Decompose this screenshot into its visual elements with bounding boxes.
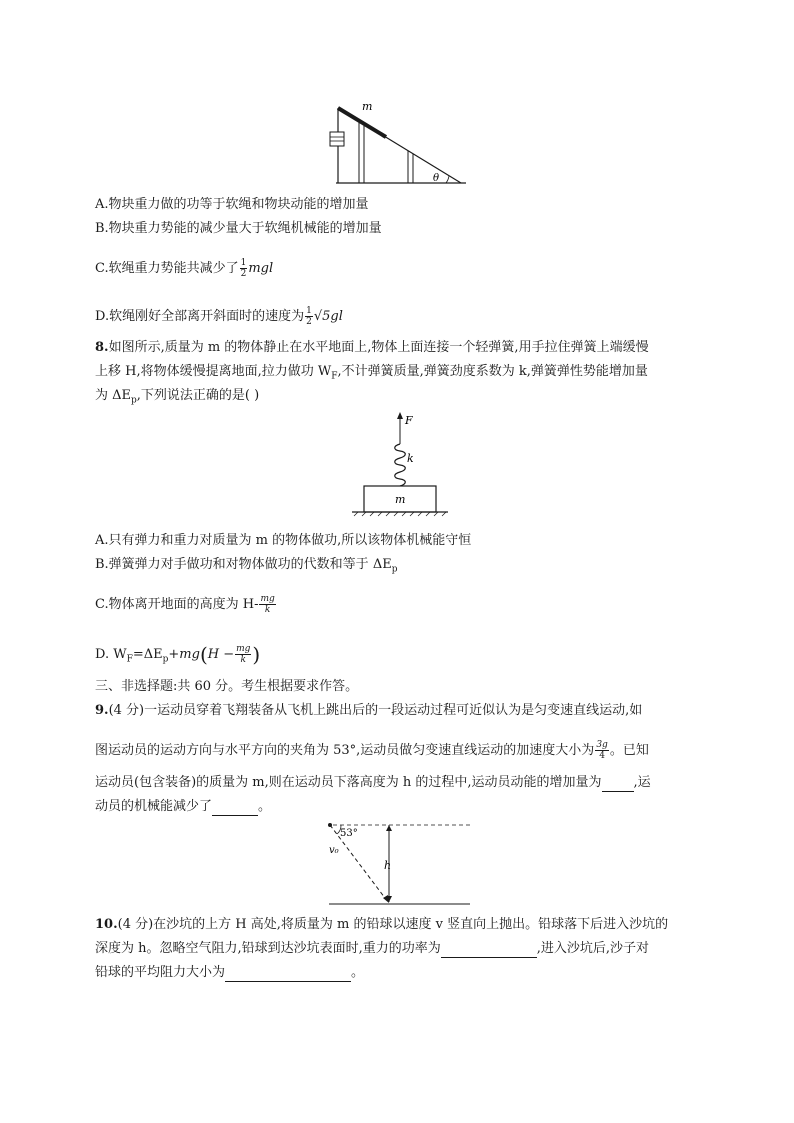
q10-stem-line2: 深度为 h。忽略空气阻力,铅球到达沙坑表面时,重力的功率为 ,进入沙坑后,沙子对 bbox=[95, 941, 650, 956]
q8-stem-line3: 为 $\Delta E_p$,下列说法正确的是( ) bbox=[95, 388, 260, 406]
question-number: 9. bbox=[95, 703, 109, 718]
q7-option-a: A.物块重力做的功等于软绳和物块动能的增加量 bbox=[95, 197, 369, 212]
q8-option-a: A.只有弹力和重力对质量为 m 的物体做功,所以该物体机械能守恒 bbox=[95, 533, 472, 548]
q8-stem-line2: 上移 H,将物体缓慢提离地面,拉力做功 $W_F$,不计弹簧质量,弹簧劲度系数为 k,弹簧弹性势能增加量 bbox=[95, 364, 648, 382]
answer-blank[interactable] bbox=[212, 801, 258, 816]
q7-option-c bbox=[95, 258, 273, 279]
theta-label: θ bbox=[433, 173, 440, 184]
q10-stem-line1: 10.(4 分)在沙坑的上方 H 高处,将质量为 m 的铅球以速度 v 竖直向上抛出。铅球落下后进入沙坑的 bbox=[95, 917, 669, 932]
q8-option-b: B.弹簧弹力对手做功和对物体做功的代数和等于 $\Delta E_p$ bbox=[95, 557, 398, 575]
answer-blank[interactable] bbox=[602, 777, 634, 792]
q7-option-d bbox=[95, 306, 343, 327]
formula: mgl bbox=[248, 261, 274, 276]
fraction: $\frac{1}{2}$ bbox=[240, 258, 247, 279]
mass-label: m bbox=[362, 100, 373, 113]
incline-figure bbox=[326, 100, 466, 190]
q9-stem-line1: 9.(4 分)一运动员穿着飞翔装备从飞机上跳出后的一段运动过程可近似认为是匀变速直线运动,如 bbox=[95, 703, 643, 718]
q10-stem-line3: 铅球的平均阻力大小为 。 bbox=[95, 965, 365, 980]
force-label: F bbox=[405, 414, 413, 427]
option-text: D.软绳刚好全部离开斜面时的速度为 bbox=[95, 309, 305, 324]
q7-option-b: B.物块重力势能的减少量大于软绳机械能的增加量 bbox=[95, 221, 382, 236]
q8-option-d: D. $W_F=\Delta E_p+mg(H$ − $\frac{mg}{k}$ ) bbox=[95, 642, 261, 667]
fraction: $\frac{1}{2}$ bbox=[306, 306, 312, 327]
formula: √5gl bbox=[313, 309, 343, 324]
velocity-label: v₀ bbox=[329, 845, 339, 856]
q9-stem-line3: 运动员(包含装备)的质量为 m,则在运动员下落高度为 h 的过程中,运动员动能的增加量为 ,运 bbox=[95, 775, 651, 790]
spring-constant-label: k bbox=[407, 452, 414, 465]
height-label: h bbox=[384, 859, 392, 872]
q9-stem-line4: 动员的机械能减少了 。 bbox=[95, 799, 272, 814]
section-three-heading: 三、非选择题:共 60 分。考生根据要求作答。 bbox=[95, 679, 359, 694]
question-number: 10. bbox=[95, 917, 118, 932]
q9-stem-line2: 图运动员的运动方向与水平方向的夹角为 53°,运动员做匀变速直线运动的加速度大小为 $\frac{3g}{4}$ 。已知 bbox=[95, 740, 649, 761]
angle-label: 53° bbox=[340, 828, 358, 839]
option-text: C.软绳重力势能共减少了 bbox=[95, 261, 239, 276]
q8-stem-line1: 8.如图所示,质量为 m 的物体静止在水平地面上,物体上面连接一个轻弹簧,用手拉住弹簧上端缓慢 bbox=[95, 340, 649, 355]
fraction: $\frac{3g}{4}$ bbox=[596, 740, 608, 761]
answer-blank[interactable] bbox=[225, 967, 351, 982]
answer-blank[interactable] bbox=[441, 943, 537, 958]
q8-option-c: C.物体离开地面的高度为 H- $\frac{mg}{k}$ bbox=[95, 594, 275, 615]
spring-block-figure bbox=[350, 412, 450, 522]
fraction: $\frac{mg}{k}$ bbox=[236, 644, 251, 665]
question-number: 8. bbox=[95, 340, 109, 355]
fraction: $\frac{mg}{k}$ bbox=[260, 594, 275, 615]
mass-label: m bbox=[395, 493, 406, 506]
trajectory-figure bbox=[325, 820, 475, 906]
